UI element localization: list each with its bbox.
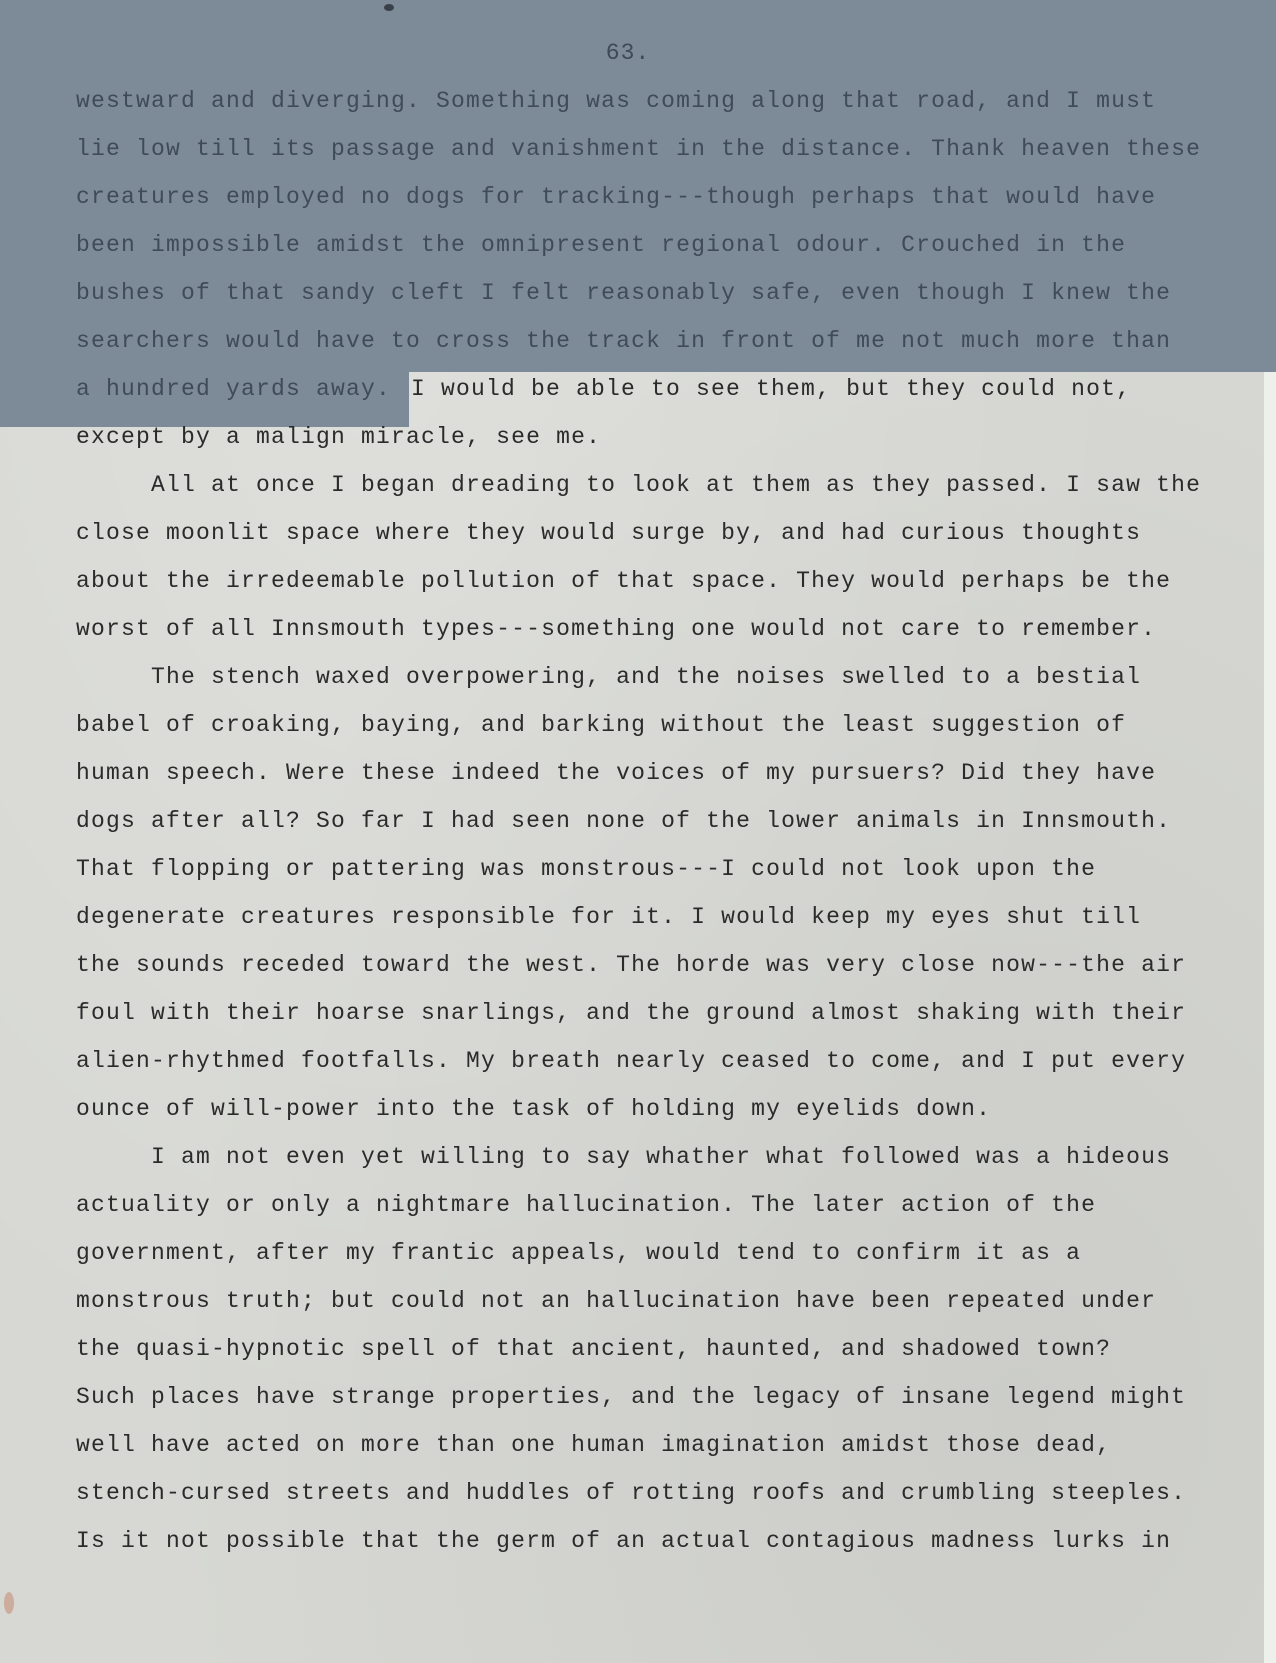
text-line[interactable]: close moonlit space where they would surge by, and had curious thoughts [76,520,1142,546]
text-line[interactable]: Such places have strange properties, and the legacy of insane legend might [76,1384,1187,1410]
page-number: 63. [605,40,651,66]
text-line[interactable]: alien-rhythmed footfalls. My breath nearly ceased to come, and I put every [76,1048,1187,1074]
text-line[interactable]: bushes of that sandy cleft I felt reasonably safe, even though I knew the [76,280,1172,306]
text-line[interactable]: well have acted on more than one human imagination amidst those dead, [76,1432,1112,1458]
text-line[interactable]: That flopping or pattering was monstrous---I could not look upon the [76,856,1097,882]
text-line[interactable]: degenerate creatures responsible for it. I would keep my eyes shut till [76,904,1142,930]
text-line[interactable]: the quasi-hypnotic spell of that ancient, haunted, and shadowed town? [76,1336,1112,1362]
text-line[interactable]: ounce of will-power into the task of holding my eyelids down. [76,1096,992,1122]
text-line[interactable]: actuality or only a nightmare hallucination. The later action of the [76,1192,1097,1218]
text-line-selected-part[interactable]: a hundred yards away. [76,376,392,402]
text-line[interactable]: stench-cursed streets and huddles of rotting roofs and crumbling steeples. [76,1480,1187,1506]
text-line[interactable]: westward and diverging. Something was coming along that road, and I must [76,88,1157,114]
text-line[interactable]: searchers would have to cross the track in front of me not much more than [76,328,1172,354]
text-line[interactable]: worst of all Innsmouth types---something one would not care to remember. [76,616,1157,642]
text-line[interactable]: the sounds receded toward the west. The horde was very close now---the air [76,952,1187,978]
text-line[interactable]: about the irredeemable pollution of that space. They would perhaps be the [76,568,1172,594]
paragraph-first-line[interactable]: All at once I began dreading to look at them as they passed. I saw the [151,472,1202,498]
pin-hole-mark [384,4,394,11]
text-line[interactable]: dogs after all? So far I had seen none of the lower animals in Innsmouth. [76,808,1172,834]
text-line[interactable]: monstrous truth; but could not an hallucination have been repeated under [76,1288,1157,1314]
text-line[interactable]: foul with their hoarse snarlings, and the ground almost shaking with their [76,1000,1187,1026]
paragraph-first-line[interactable]: I am not even yet willing to say whather what followed was a hideous [151,1144,1172,1170]
text-line[interactable]: human speech. Were these indeed the voices of my pursuers? Did they have [76,760,1157,786]
text-line[interactable]: been impossible amidst the omnipresent regional odour. Crouched in the [76,232,1127,258]
text-line-unselected-part[interactable]: I would be able to see them, but they could not, [396,376,1132,402]
paragraph-first-line[interactable]: The stench waxed overpowering, and the noises swelled to a bestial [151,664,1142,690]
margin-stain [4,1592,14,1614]
text-line[interactable]: Is it not possible that the germ of an actual contagious madness lurks in [76,1528,1172,1554]
text-line[interactable]: government, after my frantic appeals, would tend to confirm it as a [76,1240,1082,1266]
text-line[interactable]: creatures employed no dogs for tracking---though perhaps that would have [76,184,1157,210]
text-line[interactable]: lie low till its passage and vanishment in the distance. Thank heaven these [76,136,1202,162]
text-line[interactable]: babel of croaking, baying, and barking without the least suggestion of [76,712,1127,738]
text-line[interactable]: except by a malign miracle, see me. [76,424,602,450]
